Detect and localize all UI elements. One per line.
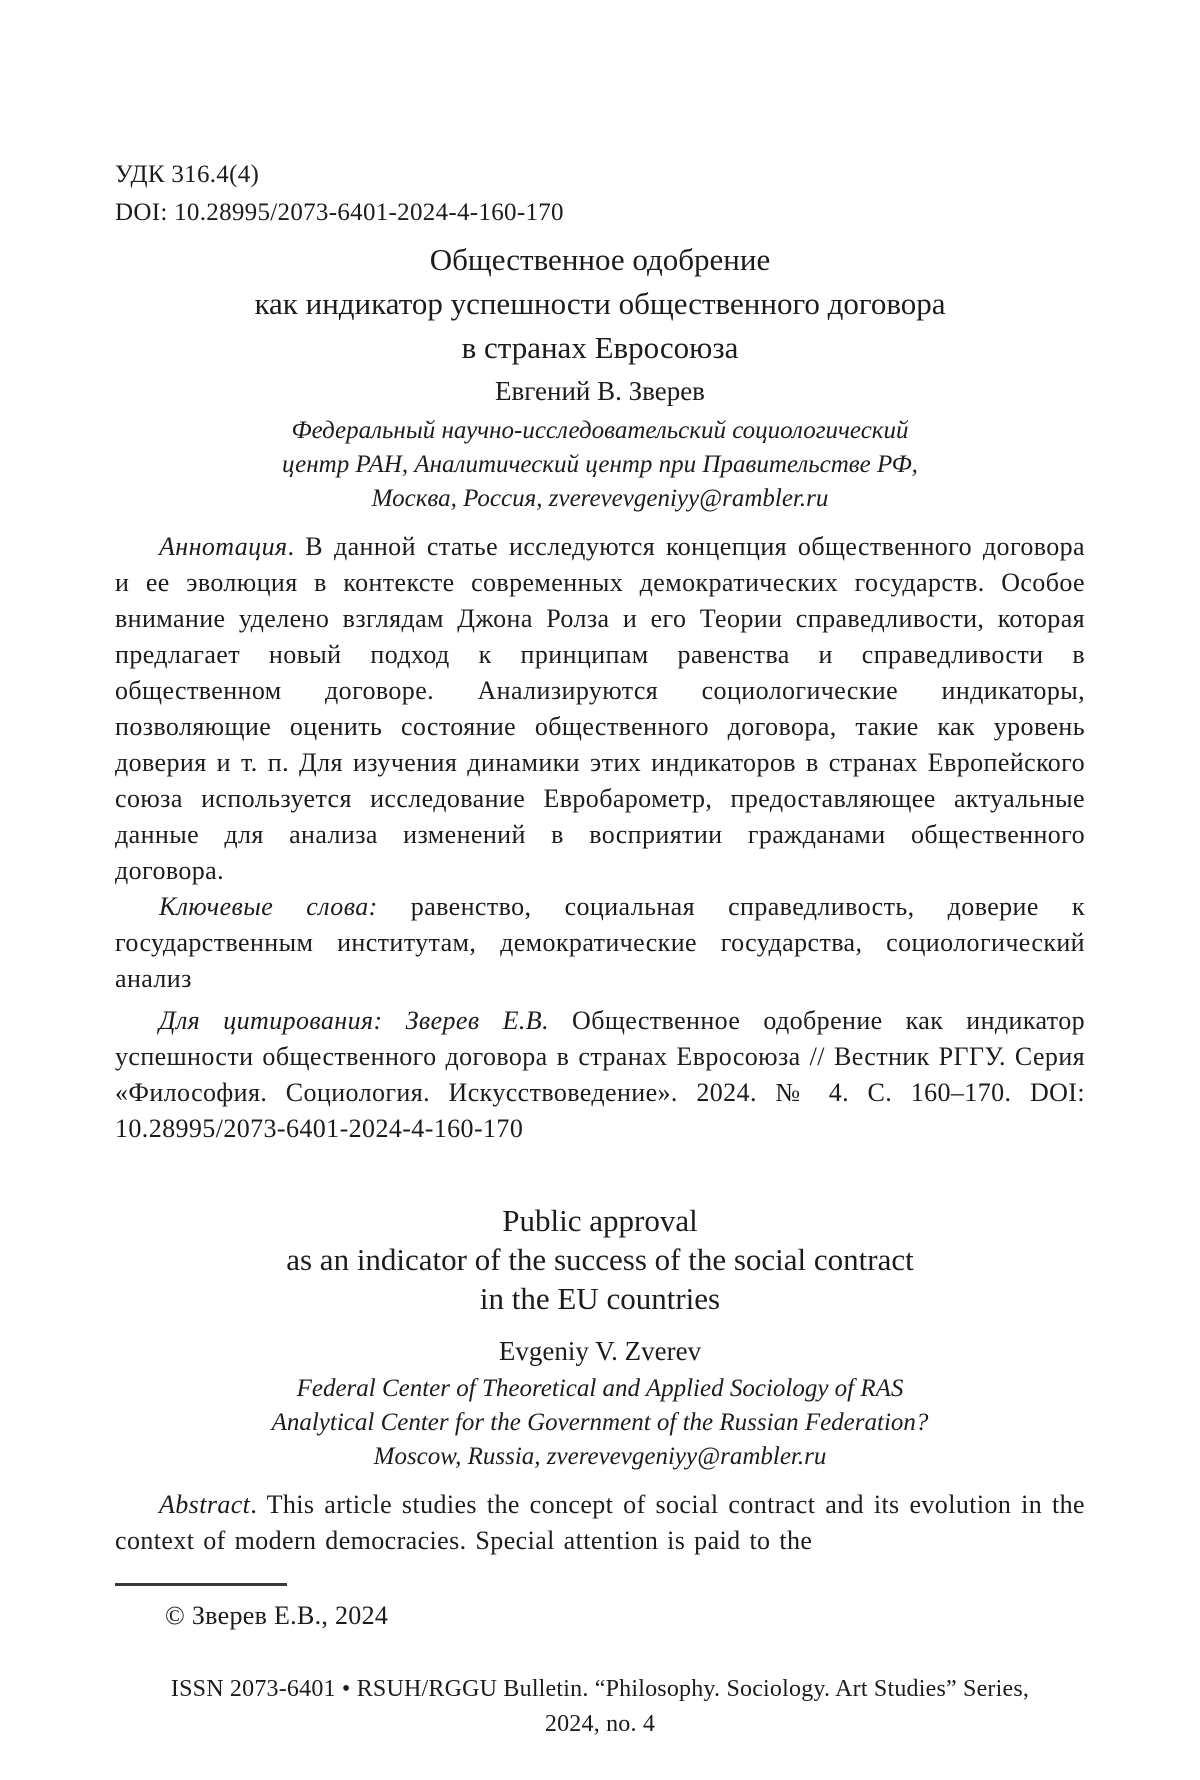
author-affiliation-ru — [115, 414, 1085, 516]
abstract-text-en: . This article studies the concept of social contract and its evolution in the context of modern democracies. Special attention is paid to the — [115, 1490, 1085, 1555]
journal-footer — [60, 1672, 1140, 1742]
affiliation-ru-line1: Федеральный научно-исследовательский социологический — [291, 417, 909, 444]
citation-label: Для цитирования: Зверев Е.В. — [159, 1006, 549, 1035]
doi-number: DOI: 10.28995/2073-6401-2024-4-160-170 — [115, 199, 564, 226]
abstract-paragraph-ru — [115, 529, 1085, 889]
citation-text: Общественное одобрение как индикатор успешности общественного договора в странах Евросоюза // Вестник РГГУ. Серия «Философия. Социология. Искусствоведение». 2024. № 4. С. 160–170. DOI: 10.28995/2073-6401-2024-4-160-170 — [115, 1006, 1085, 1143]
article-title-en-line1: Public approval — [502, 1203, 698, 1238]
abstract-text-ru: . В данной статье исследуются концепция общественного договора и ее эволюция в контексте современных демократических государств. Особое внимание уделено взглядам Джона Ролза и его Теории справедливости, которая предлагает новый подход к принципам равенства и справедливости в общественном договоре. Анализируются социологические индикаторы, позволяющие оценить состояние общественного договора, такие как уровень доверия и т. п. Для изучения динамики этих индикаторов в странах Европейского союза используется исследование Евробарометр, предоставляющее актуальные данные для анализа изменений в восприятии гражданами общественного договора. — [115, 532, 1085, 885]
journal-footer-line1: ISSN 2073-6401 • RSUH/RGGU Bulletin. “Philosophy. Sociology. Art Studies” Series, — [170, 1676, 1030, 1702]
article-title-en-line2: as an indicator of the success of the social contract — [286, 1242, 914, 1277]
article-title-ru-line3: в странах Евросоюза — [461, 330, 739, 365]
keywords-label-ru: Ключевые слова: — [159, 892, 378, 921]
abstract-and-keywords-ru — [115, 529, 1085, 997]
citation-paragraph — [115, 1003, 1085, 1147]
abstract-paragraph-en — [115, 1487, 1085, 1559]
citation-block — [115, 1003, 1085, 1147]
author-affiliation-en — [115, 1372, 1085, 1474]
article-title-en — [115, 1201, 1085, 1318]
article-meta — [115, 156, 564, 232]
author-name-en: Evgeniy V. Zverev — [498, 1336, 702, 1366]
article-title-ru-line2: как индикатор успешности общественного договора — [254, 286, 946, 321]
keywords-paragraph-ru — [115, 889, 1085, 997]
abstract-label-en: Abstract — [159, 1490, 251, 1519]
affiliation-en-line1: Federal Center of Theoretical and Applied Sociology of RAS — [296, 1375, 904, 1402]
udc-number: УДК 316.4(4) — [115, 161, 260, 188]
affiliation-en-line3: Moscow, Russia, zverevevgeniyy@rambler.ru — [373, 1443, 827, 1470]
affiliation-en-line2: Analytical Center for the Government of the Russian Federation? — [271, 1409, 929, 1436]
article-title-ru — [115, 238, 1085, 370]
copyright-line: © Зверев Е.В., 2024 — [165, 1601, 389, 1630]
author-name-ru: Евгений В. Зверев — [495, 376, 705, 406]
keywords-text-ru: равенство, социальная справедливость, доверие к государственным институтам, демократические государства, социологический анализ — [115, 892, 1085, 993]
abstract-block-en — [115, 1487, 1085, 1559]
journal-footer-line2: 2024, no. 4 — [544, 1711, 656, 1737]
abstract-label-ru: Аннотация — [159, 532, 288, 561]
footnote-divider — [115, 1583, 287, 1586]
article-title-en-line3: in the EU countries — [479, 1281, 721, 1316]
affiliation-ru-line2: центр РАН, Аналитический центр при Правительстве РФ, — [282, 451, 918, 478]
article-title-ru-line1: Общественное одобрение — [429, 242, 771, 277]
affiliation-ru-line3: Москва, Россия, zverevevgeniyy@rambler.ru — [371, 485, 829, 512]
